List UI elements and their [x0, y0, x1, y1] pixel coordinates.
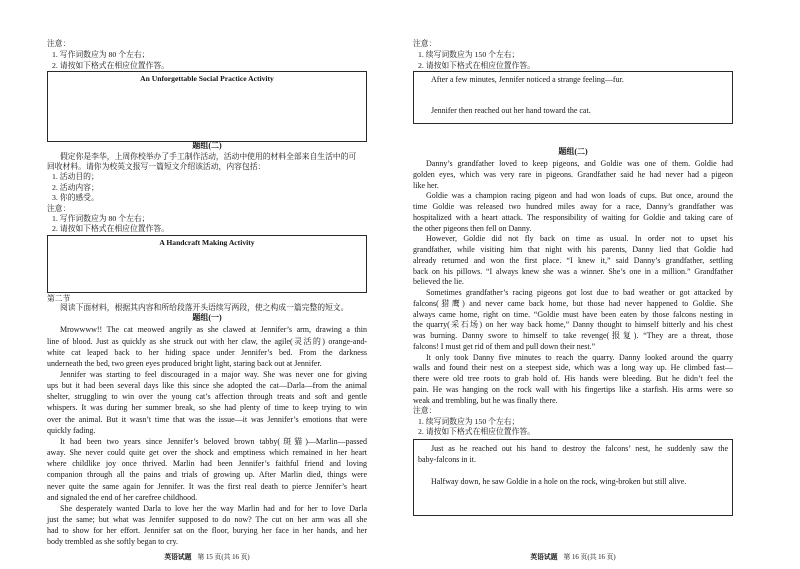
note-label: 注意： — [413, 39, 437, 48]
note-item: 2. 请按如下格式在相应位置作答。 — [418, 60, 535, 70]
answer-box — [413, 71, 733, 124]
passage-line: She desperately wanted Darla to love her the way Marlin had and for her to love Darla — [60, 503, 367, 513]
opening-sentence: Halfway down, he saw Goldie in a hole on the rock, wing-broken but still alive. — [431, 476, 687, 486]
page-footer — [47, 553, 367, 563]
passage-line: walls and found their nest on a steepest side, which was a long way up. He climbed fast— — [413, 363, 733, 373]
opening-sentence: Jennifer then reached out her hand toward the cat. — [431, 105, 591, 115]
passage-line: the other pigeons then fell on Danny. — [413, 223, 532, 233]
passage-line: the quarry(采石场) on her way back home,” Danny thought to himself bitterly and his chest — [413, 320, 733, 330]
passage-line: It had been two years since Jennifer’s beloved brown tabby(斑猫)—Marlin—passed — [60, 436, 367, 446]
passage-line: always came home, right on time. “Goldie must have been eaten by those falcons nesting in — [413, 309, 733, 319]
page-footer — [413, 553, 733, 563]
group-heading: 题组(二) — [558, 147, 588, 156]
answer-box-content — [414, 440, 732, 487]
note-label: 注意： — [413, 406, 437, 415]
passage-line: time Goldie was released two hundred miles away for a race, Danny’s grandfather was — [413, 202, 733, 211]
note-label: 注意： — [47, 203, 71, 213]
note-label: 注意： — [47, 39, 71, 48]
footer-page-number: 第 15 页(共 16 页) — [197, 554, 250, 561]
passage-line: back on his pillows. “I always knew she was a winner. She’s one in a million.” Grandfather — [413, 266, 733, 276]
passage-line: just the same; but what was Jennifer supposed to do now? The cut on her arm was all she — [47, 515, 367, 525]
note-item: 1. 写作词数应为 80 个左右； — [52, 213, 150, 223]
passage-line: companion through all the pains and trials of growing up. After Marlin died, things were — [47, 470, 367, 480]
section-title: 第二节 — [47, 293, 71, 303]
passage-line: line of blood. Just as quickly as she struck out with her claw, the agile(灵活的) orange-and- — [47, 336, 367, 346]
passage-line: Jennifer was starting to feel discouraged in a major way. She was never one for giving — [60, 370, 367, 380]
prompt-point: 1. 活动目的； — [52, 172, 99, 182]
passage-line: was burning. Danny swore to himself to take revenge(报复). “They are a threat, those — [413, 331, 733, 340]
passage-line: Mrowwww!! The cat meowed angrily as she clawed at Jennifer’s arm, drawing a thin — [60, 325, 367, 335]
answer-box-title: A Handcraft Making Activity — [159, 238, 255, 247]
passage-line: believed the lie. — [413, 277, 464, 287]
section-instruction: 阅读下面材料，根据其内容和所给段落开头语续写两段，使之构成一篇完整的短文。 — [60, 303, 349, 313]
writing-note — [413, 39, 733, 71]
passage-line: hospitalized with a heart attack. The responsibility of waiting for Goldie and taking care of — [413, 212, 733, 222]
exam-page-15 — [47, 0, 367, 569]
passage-line: pain. He was hanging on the rock wall with his fingertips like a starfish. His arms were so — [413, 384, 733, 394]
passage-line: falcons(猎鹰) and never came back home, but those had never happened to Goldie. She — [413, 298, 733, 308]
passage-line: underneath the bed, two green eyes produced bright light, staring back out at Jennifer. — [47, 358, 322, 368]
passage-line: shelter, struggling to win over the young cat’s affection through treats and soft and gentle — [47, 392, 367, 402]
passage-line: Danny’s grandfather loved to keep pigeons, and Goldie was one of them. Goldie had — [426, 159, 733, 168]
answer-box-content — [414, 72, 732, 116]
passage-line: there were old tree roots to grab hold of. His hands were bleeding. But he didn’t feel the — [413, 374, 733, 383]
passage-line: body trembled as she softly began to cry. — [47, 537, 179, 547]
passage-line: golden eyes, which was very rare in pigeons. Grandfather said he had never had a pigeon — [413, 169, 733, 179]
footer-subject: 英语试题 — [530, 554, 558, 561]
answer-box — [47, 71, 367, 142]
note-item: 2. 请按如下格式在相应位置作答。 — [418, 427, 535, 436]
opening-sentence: After a few minutes, Jennifer noticed a strange feeling—fur. — [431, 74, 624, 84]
answer-box — [47, 235, 367, 293]
passage-line: white cat leaped back to her hiding space under Jennifer’s bed. From the darkness — [47, 347, 367, 357]
opening-sentence-line: baby-falcons in it. — [418, 454, 476, 464]
opening-sentence-line: Just as he reached out his hand to destroy the falcons’ nest, he suddenly saw the — [431, 443, 728, 453]
section-2-intro — [47, 294, 367, 314]
footer-subject: 英语试题 — [164, 554, 192, 561]
answer-box-title: An Unforgettable Social Practice Activity — [140, 74, 274, 83]
passage-line: It only took Danny five minutes to reach the quarry. Danny looked around the quarry — [426, 352, 733, 362]
passage-line: already returned and won the first place. “I knew it,” said Danny’s grandfather, settling — [413, 255, 733, 265]
prompt-line: 回收材料。请你为校英文报写一篇短文介绍该活动，内容包括： — [47, 161, 266, 171]
passage-line: ups but it had been several days like this since she adopted the cat—Darla—from the animal — [47, 381, 367, 391]
passage-line: never quite the same again for Jennifer. It was the first real death to pierce Jennifer’s heart — [47, 481, 367, 491]
passage-line: Sometimes grandfather’s racing pigeons got lost due to bad weather or got attacked by — [426, 288, 733, 297]
footer-page-number: 第 16 页(共 16 页) — [563, 554, 616, 561]
passage-line: Goldie was a champion racing pigeon and had won loads of cups. But once, around the — [426, 191, 733, 201]
writing-note — [413, 406, 733, 438]
passage-line: and signaled the end of her carefree childhood. — [47, 492, 198, 502]
prompt-point: 3. 你的感受。 — [52, 193, 99, 203]
answer-box — [413, 439, 733, 516]
passage-line: grandfather, while visiting him that night with his parents, Danny lied that Goldie had — [413, 245, 733, 254]
prompt-line: 假定你是李华，上周你校举办了手工制作活动，活动中使用的材料全部来自生活中的可 — [60, 151, 357, 161]
exam-page-16 — [413, 0, 733, 569]
passage-line: had to show for her effort. Jennifer sat on the floor, burying her face in her hands, and her — [47, 526, 367, 536]
writing-note — [47, 39, 367, 71]
passage-line: like her. — [413, 180, 439, 190]
note-item: 1. 续写词数应为 150 个左右； — [418, 49, 520, 59]
note-item: 2. 请按如下格式在相应位置作答。 — [52, 224, 169, 234]
writing-prompt — [47, 152, 367, 235]
passage-line: However, Goldie did not fly back on time as usual. In order not to upset his — [426, 234, 733, 244]
passage-danny — [413, 159, 733, 406]
passage-line: where childlike joy once thrived. Marlin had been Jennifer’s faithful friend and loving — [47, 459, 367, 469]
note-item: 2. 请按如下格式在相应位置作答。 — [52, 60, 169, 70]
passage-line: over the animal. But it wasn’t time that was the issue—it was Jennifer’s emotions that were — [47, 414, 367, 424]
note-item: 1. 续写词数应为 150 个左右； — [418, 416, 520, 426]
group-heading: 题组(二) — [192, 141, 222, 150]
prompt-point: 2. 活动内容； — [52, 182, 99, 192]
group-heading: 题组(一) — [192, 313, 222, 322]
note-item: 1. 写作词数应为 80 个左右； — [52, 49, 150, 59]
passage-line: weak and trembling, but he was finally there. — [413, 395, 558, 405]
passage-jennifer — [47, 324, 367, 547]
passage-line: quickly fading. — [47, 425, 96, 435]
passage-line: falcons! I must get rid of them and pull down their nest.” — [413, 341, 596, 351]
passage-line: away. She never could quite get over the shock and emptiness which remained in her heart — [47, 448, 367, 458]
passage-line: whispers. It was during her summer break, so she had plenty of time to keep trying to win — [47, 403, 367, 413]
